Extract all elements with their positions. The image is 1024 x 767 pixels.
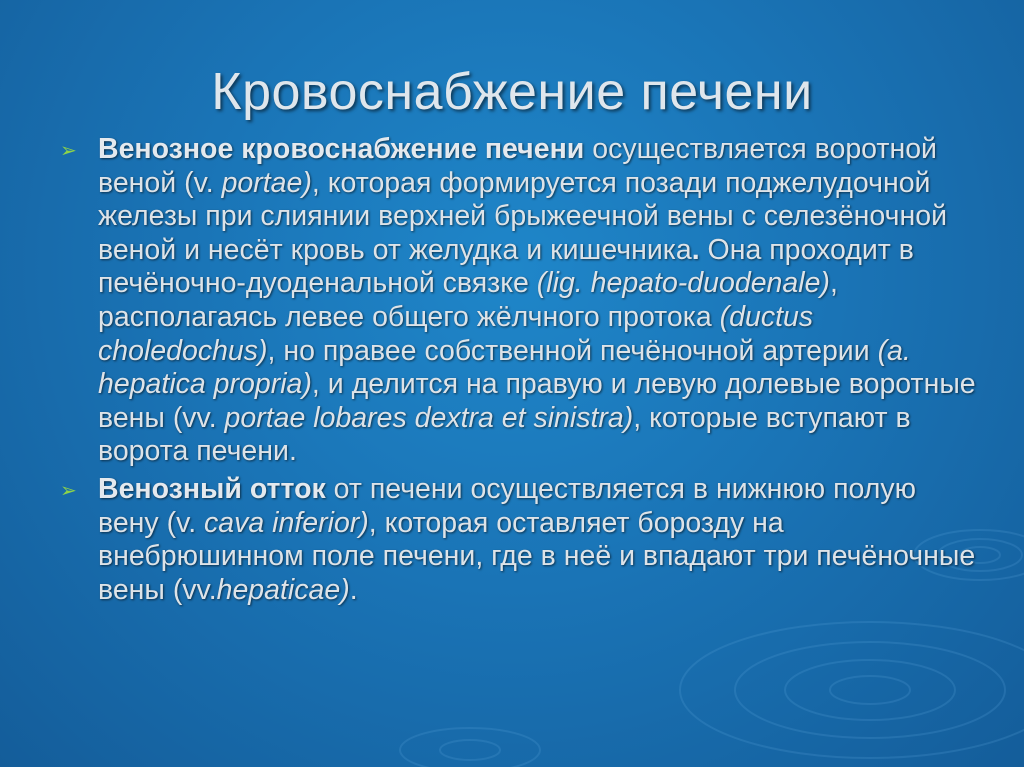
text-run: , которая формируется позади поджелудочной железы при слиянии верхней брыжеечной вены с селезёночной веной и несёт кровь от желудка и кишечника bbox=[98, 166, 948, 266]
paragraph-venous-outflow bbox=[60, 473, 980, 607]
text-run: Она проходит в печёночно-дуоденальной связке bbox=[98, 233, 914, 300]
latin-term-run: (a. hepatica propria) bbox=[98, 334, 911, 401]
bold-text-run: Венозное кровоснабжение печени bbox=[98, 133, 585, 165]
bold-text-run: . bbox=[691, 233, 700, 266]
text-run: . bbox=[349, 573, 358, 606]
text-run: , которая оставляет борозду на внебрюшинном поле печени, где в неё и впадают три печёночные вены (vv. bbox=[98, 506, 976, 606]
latin-term-run: cava inferior) bbox=[204, 506, 369, 539]
text-run: , но правее собственной печёночной артерии bbox=[267, 334, 878, 367]
latin-term-run: (ductus choledochus) bbox=[98, 300, 814, 367]
bold-text-run: Венозный отток bbox=[98, 472, 326, 505]
latin-term-run: (lig. hepato-duodenale) bbox=[536, 267, 830, 300]
latin-term-run: portae lobares dextra et sinistra) bbox=[224, 401, 634, 434]
paragraph-text bbox=[98, 133, 976, 467]
text-run: , которые вступают в ворота печени. bbox=[98, 401, 911, 468]
text-run: осуществляется воротной веной (v. bbox=[98, 133, 937, 199]
latin-term-run: hepaticae) bbox=[216, 573, 350, 606]
arrow-right-icon: ➢ bbox=[60, 479, 77, 502]
latin-term-run: portae) bbox=[221, 166, 312, 199]
text-run: , располагаясь левее общего жёлчного протока bbox=[98, 267, 838, 333]
slide-title: Кровоснабжение печени bbox=[211, 63, 813, 121]
paragraph-venous-supply bbox=[60, 133, 980, 469]
arrow-right-icon: ➢ bbox=[60, 140, 77, 162]
slide-body bbox=[60, 133, 980, 611]
text-run: , и делится на правую и левую долевые воротные вены (vv. bbox=[98, 368, 976, 434]
paragraph-text bbox=[98, 473, 975, 606]
text-run: от печени осуществляется в нижнюю полую вену (v. bbox=[98, 472, 916, 539]
